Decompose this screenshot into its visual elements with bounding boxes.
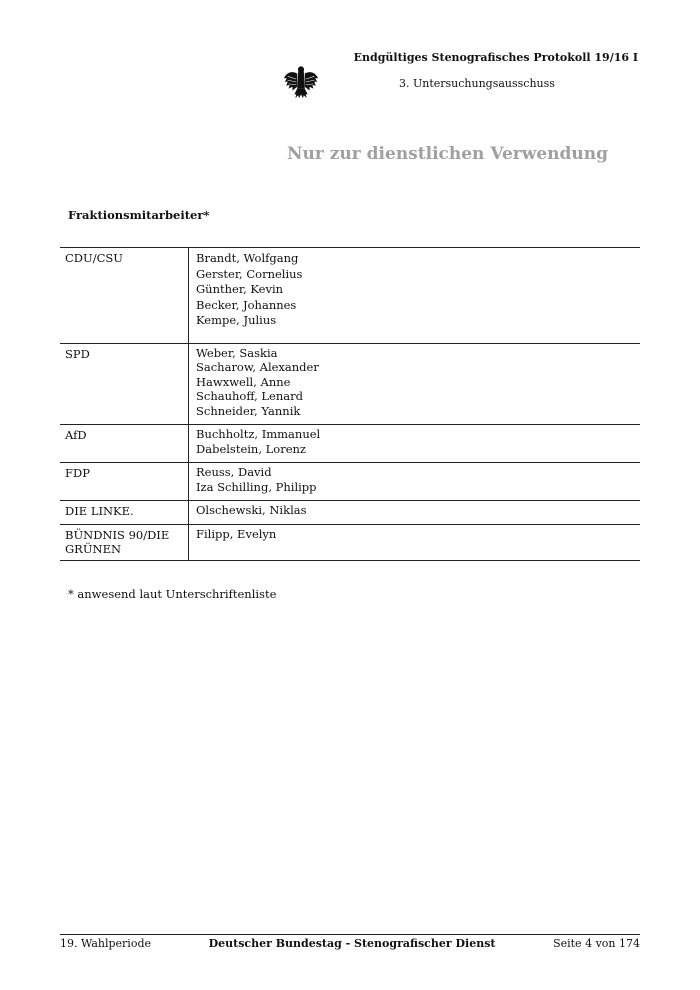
- member-list: [188, 525, 640, 560]
- member-list: [188, 463, 640, 500]
- usage-watermark: Nur zur dienstlichen Verwendung: [287, 144, 609, 164]
- member-name: Becker, Johannes: [196, 297, 297, 312]
- member-list: [188, 344, 640, 425]
- footer-divider: [60, 934, 640, 935]
- document-title: Endgültiges Stenografisches Protokoll 19/16 I: [353, 51, 638, 64]
- member-list: [188, 501, 640, 524]
- member-list: [188, 248, 640, 343]
- footer-period: 19. Wahlperiode: [60, 937, 152, 950]
- member-name: Iza Schilling, Philipp: [196, 479, 317, 494]
- party-name: CDU/CSU: [65, 251, 123, 265]
- table-row: [60, 463, 640, 501]
- member-name: Buchholtz, Immanuel: [196, 427, 321, 442]
- table-row: [60, 344, 640, 426]
- party-name: DIE LINKE.: [65, 504, 134, 519]
- party-name: SPD: [65, 346, 90, 361]
- table-row: [60, 501, 640, 525]
- member-name: Gerster, Cornelius: [196, 266, 303, 281]
- party-name: AfD: [65, 428, 87, 443]
- footer-page-number: Seite 4 von 174: [553, 937, 640, 950]
- member-name: Dabelstein, Lorenz: [196, 441, 306, 456]
- footer-publisher: Deutscher Bundestag - Stenografischer Dienst: [208, 937, 496, 950]
- member-name: Schneider, Yannik: [196, 403, 301, 418]
- bundestag-eagle-icon: [282, 63, 320, 101]
- table-row: [60, 525, 640, 561]
- table-row: [60, 248, 640, 344]
- member-name: Brandt, Wolfgang: [196, 251, 299, 265]
- staff-table: [60, 247, 640, 561]
- party-name: FDP: [65, 466, 90, 481]
- member-name: Günther, Kevin: [196, 282, 284, 297]
- member-name: Filipp, Evelyn: [196, 526, 277, 541]
- member-name: Hawxwell, Anne: [196, 374, 291, 389]
- page-footer: [60, 937, 640, 950]
- committee-name: 3. Untersuchungsausschuss: [399, 77, 555, 90]
- member-name: Kempe, Julius: [196, 313, 277, 328]
- party-name: BÜNDNIS 90/DIE GRÜNEN: [65, 527, 170, 556]
- member-name: Sacharow, Alexander: [196, 360, 319, 375]
- member-name: Olschewski, Niklas: [196, 503, 307, 518]
- member-name: Reuss, David: [196, 465, 272, 480]
- member-list: [188, 425, 640, 462]
- member-name: Schauhoff, Lenard: [196, 389, 303, 404]
- member-name: Weber, Saskia: [196, 345, 278, 360]
- section-heading: Fraktionsmitarbeiter*: [68, 208, 210, 222]
- footnote: * anwesend laut Unterschriftenliste: [68, 587, 277, 601]
- table-row: [60, 425, 640, 463]
